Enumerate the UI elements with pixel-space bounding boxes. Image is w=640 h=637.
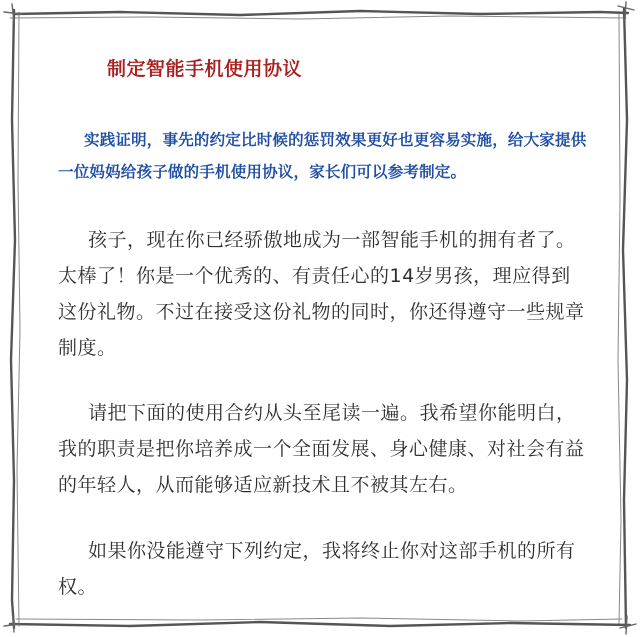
- document-title: 制定智能手机使用协议: [107, 58, 303, 80]
- paragraph-2: 请把下面的使用合约从头至尾读一遍。我希望你能明白，我的职责是把你培养成一个全面发展、身心健康、对社会有益的年轻人，从而能够适应新技术且不被其左右。: [58, 402, 585, 496]
- paragraph-1: 孩子，现在你已经骄傲地成为一部智能手机的拥有者了。太棒了！你是一个优秀的、有责任心的14岁男孩，理应得到这份礼物。不过在接受这份礼物的同时，你还得遵守一些规章制度。: [58, 229, 585, 359]
- paragraph-3: 如果你没能遵守下列约定，我将终止你对这部手机的所有权。: [58, 540, 576, 598]
- intro-note: 实践证明，事先的约定比时候的惩罚效果更好也更容易实施，给大家提供一位妈妈给孩子做的手机使用协议，家长们可以参考制定。: [58, 131, 587, 181]
